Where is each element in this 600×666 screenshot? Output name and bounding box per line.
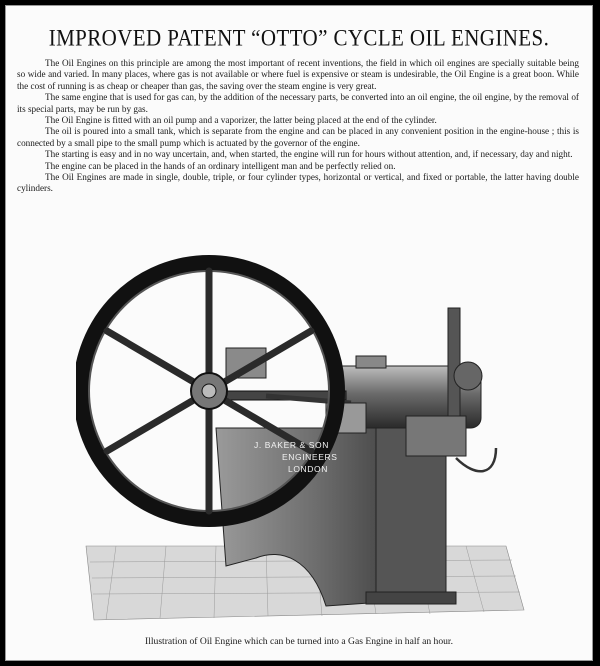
paragraph: The starting is easy and in no way uncertain, and, when started, the engine will run for hours without attention, and, if necessary, day and night. [45,149,573,160]
plate-line: LONDON [288,464,328,474]
paragraph: The Oil Engines on this principle are among the most important of recent inventions, the field in which oil engines are specially suitable being so wide and varied. In many places, where gas is not available or where fuel is expensive or steam is undesirable, the Oil Engine is a great boon. While the cost of running is as cheap or cheaper than gas, the saving over the steam engine is very great. [17,58,579,91]
plate-line: ENGINEERS [282,452,338,462]
paragraph: The Oil Engine is fitted with an oil pump and a vaporizer, the latter being placed at the end of the cylinder. [45,115,437,126]
paragraph: The Oil Engines are made in single, double, triple, or four cylinder types, horizontal or vertical, and fixed or portable, the latter having double cylinders. [17,172,579,194]
catalogue-page [5,5,593,661]
paragraph: The engine can be placed in the hands of an ordinary intelligent man and be perfectly relied on. [45,160,396,171]
paragraph: The same engine that is used for gas can, by the addition of the necessary parts, be converted into an oil engine, the oil engine, by the removal of its special parts, may be run by gas. [17,92,579,114]
illustration-caption: Illustration of Oil Engine which can be turned into a Gas Engine in half an hour. [145,636,453,647]
paragraph: The oil is poured into a small tank, which is separate from the engine and can be placed in any convenient position in the engine-house ; this is connected by a small pipe to the small pump which is actuated by the governor of the engine. [17,126,579,148]
plate-line: J. BAKER & SON [254,440,330,450]
description-text [17,58,579,195]
page-title: IMPROVED PATENT “OTTO” CYCLE OIL ENGINES. [48,24,550,51]
oil-engine-illustration [76,228,536,628]
